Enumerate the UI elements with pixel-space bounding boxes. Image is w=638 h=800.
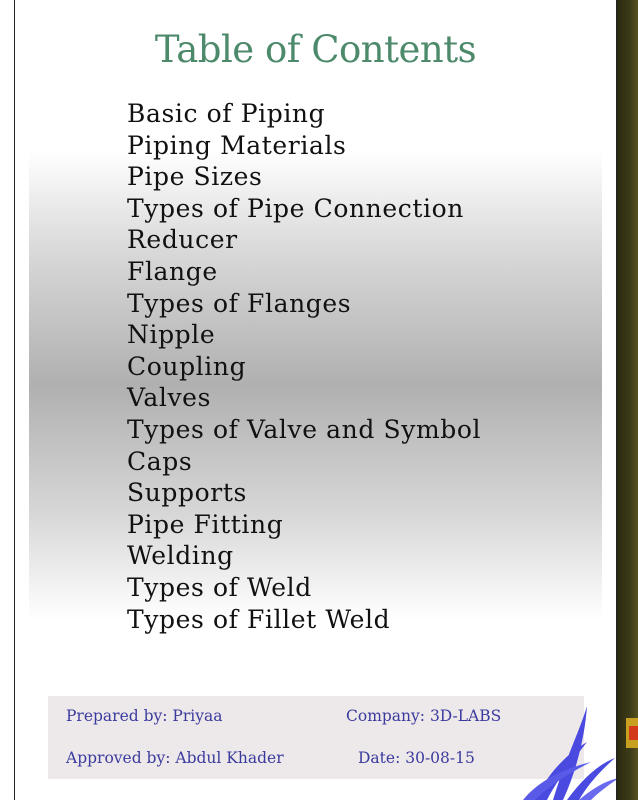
toc-item: Caps <box>127 446 193 476</box>
company-name: Company: 3D-LABS <box>346 707 502 725</box>
toc-item: Types of Fillet Weld <box>127 604 391 634</box>
prepared-by: Prepared by: Priyaa <box>66 707 223 725</box>
leaf-decoration-icon <box>495 700 617 800</box>
toc-item: Types of Weld <box>127 572 312 602</box>
toc-item: Nipple <box>127 320 216 350</box>
document-date: Date: 30-08-15 <box>358 749 475 767</box>
table-of-contents-list <box>127 98 481 635</box>
toc-item: Basic of Piping <box>127 99 326 128</box>
toc-item: Types of Flanges <box>127 288 352 318</box>
toc-item: Types of Pipe Connection <box>127 193 464 223</box>
toc-item: Pipe Sizes <box>127 162 263 192</box>
page-edge-tab-inner <box>629 726 638 740</box>
adjacent-page-edge <box>617 0 638 800</box>
toc-item: Welding <box>127 541 234 571</box>
toc-item: Pipe Fitting <box>127 509 284 539</box>
approved-by: Approved by: Abdul Khader <box>66 749 284 767</box>
toc-item: Supports <box>127 478 247 508</box>
toc-item: Types of Valve and Symbol <box>127 414 482 444</box>
toc-item: Reducer <box>127 225 238 255</box>
page-title: Table of Contents <box>154 28 477 71</box>
toc-item: Coupling <box>127 351 247 381</box>
toc-item: Valves <box>127 383 212 413</box>
document-page <box>14 0 617 800</box>
toc-item: Flange <box>127 256 218 286</box>
toc-item: Piping Materials <box>127 130 347 160</box>
